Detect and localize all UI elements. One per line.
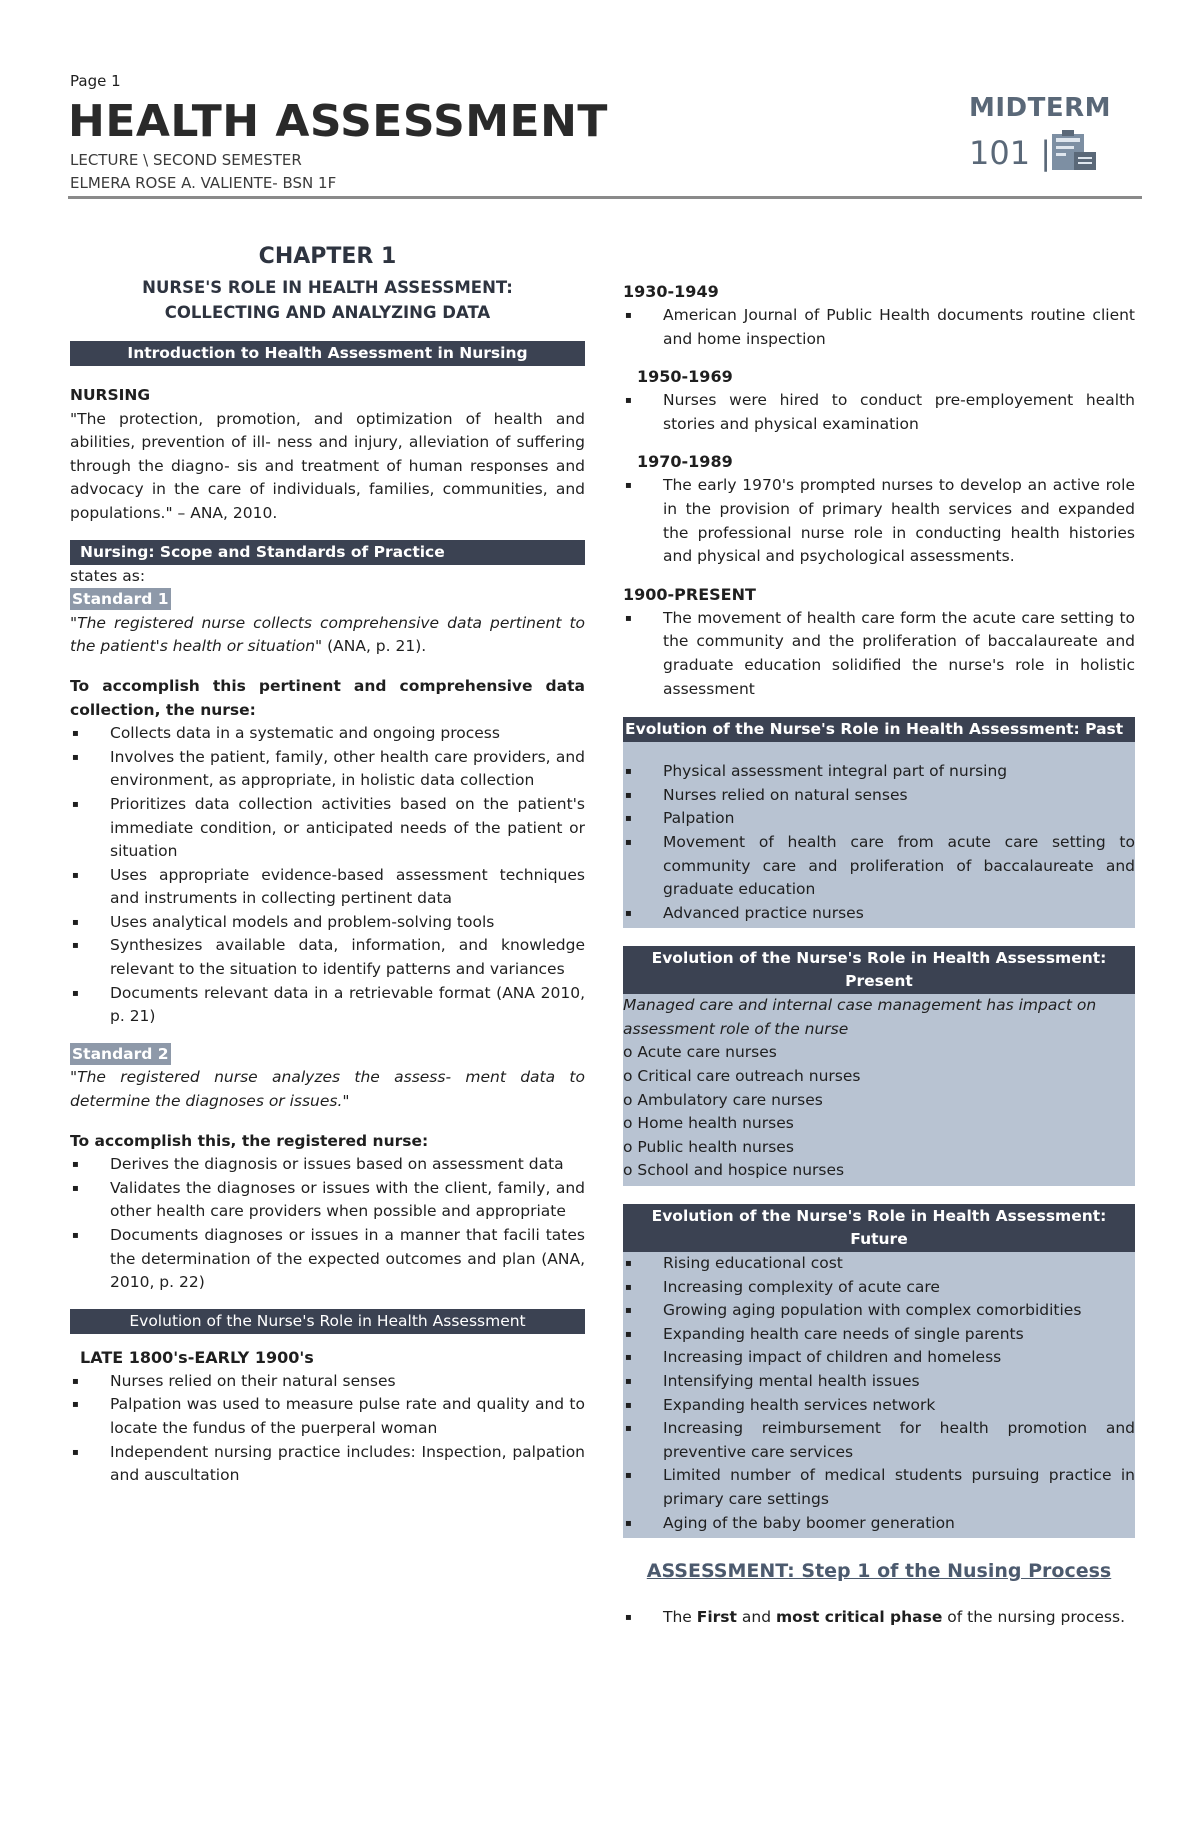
present-bar-line-2: Present bbox=[845, 972, 913, 991]
era-1900-present-item: ▪ The movement of health care form the acute care setting to the community and the proliferation of baccalaureate and graduate education solidified the nurse's role in holistic assessment bbox=[623, 607, 1135, 701]
future-item: ▪ Increasing reimbursement for health promotion and preventive care services bbox=[623, 1417, 1135, 1464]
future-item: ▪ Growing aging population with complex comorbidities bbox=[623, 1299, 1135, 1323]
standard-2-label: Standard 2 bbox=[72, 1044, 169, 1063]
standard-1-lead: To accomplish this pertinent and comprehensive data collection, the nurse: bbox=[70, 676, 585, 719]
era-1950-1969-item: ▪ Nurses were hired to conduct pre-employement health stories and physical examination bbox=[623, 389, 1135, 436]
era-1970-1989-item: ▪ The early 1970's prompted nurses to develop an active role in the provision of primary health services and expanded the professional nurse role in conducting health histories and physical and psychological assessments. bbox=[623, 474, 1135, 568]
standard-2-item: ▪ Documents diagnoses or issues in a manner that facili tates the determination of the expected outcomes and plan (ANA, 2010, p. 22) bbox=[70, 1224, 585, 1295]
era-1930-1949-item: ▪ American Journal of Public Health documents routine client and home inspection bbox=[623, 304, 1135, 351]
era-1970-1989: 1970-1989 bbox=[637, 452, 733, 472]
present-item: o Acute care nurses bbox=[623, 1043, 777, 1062]
standard-1-item: ▪ Uses appropriate evidence-based assessment techniques and instruments in collecting pertinent data bbox=[70, 864, 585, 911]
chapter-title: CHAPTER 1 bbox=[258, 244, 397, 269]
chapter-subtitle-line-1: NURSE'S ROLE IN HEALTH ASSESSMENT: bbox=[142, 278, 513, 297]
present-item: o Public health nurses bbox=[623, 1137, 794, 1156]
era-1900-present-list bbox=[623, 607, 1135, 701]
standard-1-item: ▪ Uses analytical models and problem-solving tools bbox=[70, 911, 585, 935]
standard-1-item: ▪ Involves the patient, family, other health care providers, and environment, as appropriate, in holistic data collection bbox=[70, 746, 585, 793]
past-item: ▪ Physical assessment integral part of nursing bbox=[623, 760, 1135, 784]
future-bar-line-2: Future bbox=[850, 1230, 908, 1249]
past-item: ▪ Palpation bbox=[623, 807, 1135, 831]
era-1900-present: 1900-PRESENT bbox=[623, 584, 756, 604]
page-label: Page 1 bbox=[70, 72, 121, 90]
present-item: o Ambulatory care nurses bbox=[623, 1090, 823, 1109]
document-clipboard-icon bbox=[1050, 130, 1098, 176]
future-panel bbox=[623, 1204, 1135, 1538]
assessment-item: ▪ The First and most critical phase of the nursing process. bbox=[623, 1606, 1135, 1630]
future-item: ▪ Aging of the baby boomer generation bbox=[623, 1512, 1135, 1536]
past-list bbox=[623, 760, 1135, 925]
past-item: ▪ Movement of health care from acute care setting to community care and proliferation of baccalaureate and graduate education bbox=[623, 831, 1135, 902]
assessment-list bbox=[623, 1606, 1135, 1630]
era-1970-1989-list bbox=[623, 474, 1135, 568]
standard-1-list bbox=[70, 722, 585, 1029]
past-item: ▪ Advanced practice nurses bbox=[623, 902, 1135, 926]
chapter-subtitle-line-2: COLLECTING AND ANALYZING DATA bbox=[164, 303, 491, 322]
present-bar-line-1: Evolution of the Nurse's Role in Health Assessment: bbox=[651, 949, 1107, 968]
future-item: ▪ Limited number of medical students pursuing practice in primary care settings bbox=[623, 1464, 1135, 1511]
standard-1-label: Standard 1 bbox=[72, 590, 169, 609]
future-item: ▪ Rising educational cost bbox=[623, 1252, 1135, 1276]
standard-2-item: ▪ Derives the diagnosis or issues based on assessment data bbox=[70, 1153, 585, 1177]
standard-2-item: ▪ Validates the diagnoses or issues with the client, family, and other health care providers when possible and appropriate bbox=[70, 1177, 585, 1224]
future-item: ▪ Increasing complexity of acute care bbox=[623, 1276, 1135, 1300]
section-bar-future bbox=[623, 1204, 1135, 1252]
era-late-1800s-item: ▪ Independent nursing practice includes: Inspection, palpation and auscultation bbox=[70, 1441, 585, 1488]
present-lead: Managed care and internal case management has impact on assessment role of the nurse bbox=[623, 996, 1097, 1038]
present-item: o School and hospice nurses bbox=[623, 1161, 845, 1180]
header-divider bbox=[68, 196, 1142, 199]
standard-1-text bbox=[70, 612, 585, 659]
past-item: ▪ Nurses relied on natural senses bbox=[623, 784, 1135, 808]
future-item: ▪ Increasing impact of children and homeless bbox=[623, 1346, 1135, 1370]
era-late-1800s: LATE 1800's-EARLY 1900's bbox=[80, 1347, 314, 1367]
document-title: HEALTH ASSESSMENT bbox=[68, 96, 608, 147]
future-list bbox=[623, 1252, 1135, 1535]
standard-1-item: ▪ Documents relevant data in a retrievable format (ANA 2010, p. 21) bbox=[70, 982, 585, 1029]
assessment-heading: ASSESSMENT: Step 1 of the Nusing Process bbox=[646, 1560, 1112, 1583]
era-1930-1949-list bbox=[623, 304, 1135, 351]
standard-1-citation: (ANA, p. 21). bbox=[322, 637, 427, 656]
standard-1-item: ▪ Synthesizes available data, information, and knowledge relevant to the situation to identify patterns and variances bbox=[70, 934, 585, 981]
document-subtitle-course: LECTURE \ SECOND SEMESTER bbox=[70, 151, 302, 169]
section-bar-past: Evolution of the Nurse's Role in Health Assessment: Past bbox=[623, 717, 1135, 742]
era-late-1800s-list bbox=[70, 1370, 585, 1488]
section-bar-present bbox=[623, 946, 1135, 994]
document-subtitle-author: ELMERA ROSE A. VALIENTE- BSN 1F bbox=[70, 174, 337, 192]
present-item: o Critical care outreach nurses bbox=[623, 1067, 861, 1086]
future-item: ▪ Expanding health care needs of single parents bbox=[623, 1323, 1135, 1347]
standard-1-quote: "The registered nurse collects comprehensive data pertinent to the patient's health or situation" bbox=[70, 613, 585, 656]
era-late-1800s-item: ▪ Nurses relied on their natural senses bbox=[70, 1370, 585, 1394]
states-as-text: states as: bbox=[70, 566, 146, 585]
future-item: ▪ Intensifying mental health issues bbox=[623, 1370, 1135, 1394]
midterm-label: MIDTERM bbox=[969, 93, 1112, 123]
course-number: 101 | bbox=[969, 134, 1052, 172]
present-list bbox=[623, 1041, 1135, 1183]
standard-2-list bbox=[70, 1153, 585, 1295]
future-bar-line-1: Evolution of the Nurse's Role in Health Assessment: bbox=[651, 1207, 1107, 1226]
chapter-subtitle bbox=[70, 275, 585, 325]
present-item: o Home health nurses bbox=[623, 1114, 794, 1133]
era-1950-1969-list bbox=[623, 389, 1135, 436]
era-1950-1969: 1950-1969 bbox=[637, 367, 733, 387]
era-1930-1949: 1930-1949 bbox=[623, 282, 719, 301]
section-bar-introduction: Introduction to Health Assessment in Nursing bbox=[70, 341, 585, 366]
era-late-1800s-item: ▪ Palpation was used to measure pulse rate and quality and to locate the fundus of the puerperal woman bbox=[70, 1393, 585, 1440]
present-panel bbox=[623, 946, 1135, 1186]
left-column bbox=[70, 244, 585, 1488]
nursing-definition: "The protection, promotion, and optimization of health and abilities, prevention of ill- ness and injury, alleviation of suffering through the diagno- sis and treatment of human responses and advocacy in the care of individuals, families, communities, and populations." – ANA, 2010. bbox=[70, 409, 585, 522]
section-bar-evolution: Evolution of the Nurse's Role in Health Assessment bbox=[70, 1309, 585, 1334]
future-item: ▪ Expanding health services network bbox=[623, 1394, 1135, 1418]
standard-1-item: ▪ Collects data in a systematic and ongoing process bbox=[70, 722, 585, 746]
past-panel bbox=[623, 717, 1135, 928]
standard-2-quote: "The registered nurse analyzes the assess- ment data to determine the diagnoses or issues." bbox=[70, 1068, 585, 1111]
nursing-heading: NURSING bbox=[70, 386, 151, 404]
standard-1-item: ▪ Prioritizes data collection activities based on the patient's immediate condition, or anticipated needs of the patient or situation bbox=[70, 793, 585, 864]
section-bar-scope: Nursing: Scope and Standards of Practice bbox=[70, 540, 585, 565]
right-column bbox=[623, 280, 1135, 1630]
standard-2-lead: To accomplish this, the registered nurse: bbox=[70, 1131, 429, 1150]
